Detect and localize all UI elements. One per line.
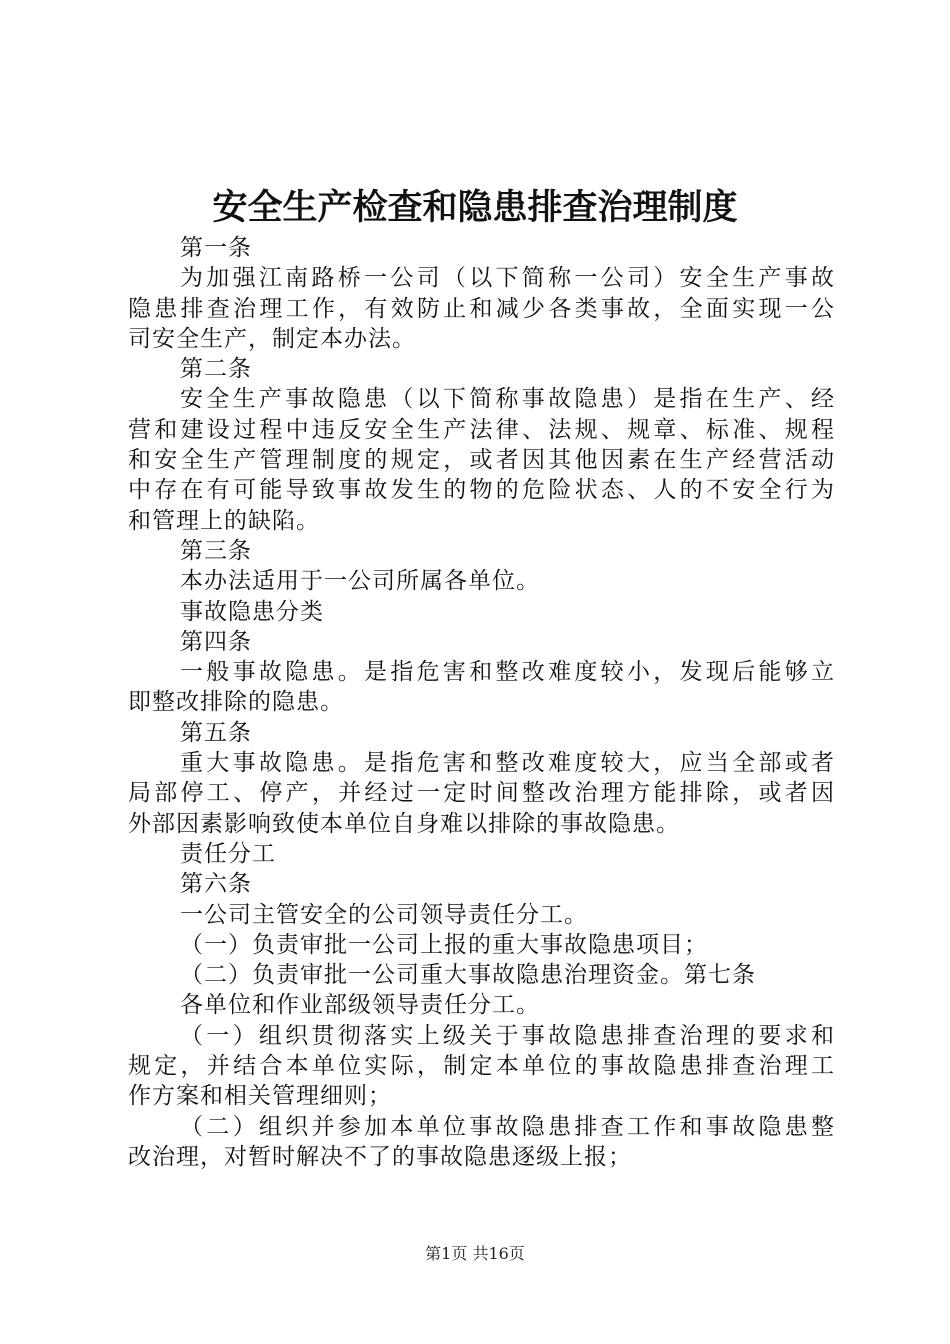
text-line: （二）组织并参加本单位事故隐患排查工作和事故隐患整 <box>180 1113 834 1140</box>
document-body <box>128 233 834 1172</box>
text-line: 第六条 <box>180 871 252 898</box>
text-line: 事故隐患分类 <box>180 598 324 625</box>
text-line: （一）组织贯彻落实上级关于事故隐患排查治理的要求和 <box>180 1022 834 1049</box>
text-line: 隐患排查治理工作，有效防止和减少各类事故，全面实现一公 <box>128 295 834 322</box>
text-line: 第二条 <box>180 356 252 383</box>
text-line: 第三条 <box>180 537 252 564</box>
text-line: 作方案和相关管理细则； <box>128 1083 392 1110</box>
text-line: 营和建设过程中违反安全生产法律、法规、规章、标准、规程 <box>128 416 834 443</box>
text-line: 一般事故隐患。是指危害和整改难度较小，发现后能够立 <box>180 659 834 686</box>
text-line: 为加强江南路桥一公司（以下简称一公司）安全生产事故 <box>180 265 834 292</box>
text-line: 局部停工、停产，并经过一定时间整改治理方能排除，或者因 <box>128 780 834 807</box>
text-line: 即整改排除的隐患。 <box>128 689 344 716</box>
document-title: 安全生产检查和隐患排查治理制度 <box>212 188 738 228</box>
text-line: 责任分工 <box>180 840 276 867</box>
text-line: （一）负责审批一公司上报的重大事故隐患项目； <box>180 931 708 958</box>
text-line: 和管理上的缺陷。 <box>128 507 320 534</box>
text-line: 本办法适用于一公司所属各单位。 <box>180 568 540 595</box>
text-line: 一公司主管安全的公司领导责任分工。 <box>180 901 588 928</box>
page-footer: 第1页 共16页 <box>425 1244 525 1263</box>
text-line: 第五条 <box>180 719 252 746</box>
text-line: 中存在有可能导致事故发生的物的危险状态、人的不安全行为 <box>128 477 834 504</box>
text-line: 外部因素影响致使本单位自身难以排除的事故隐患。 <box>128 810 680 837</box>
text-line: 第一条 <box>180 235 252 261</box>
text-line: 改治理，对暂时解决不了的事故隐患逐级上报； <box>128 1143 632 1170</box>
text-line: 和安全生产管理制度的规定，或者因其他因素在生产经营活动 <box>128 447 834 474</box>
text-line: 司安全生产，制定本办法。 <box>128 325 416 352</box>
text-line: （二）负责审批一公司重大事故隐患治理资金。第七条 <box>180 962 756 989</box>
text-line: 第四条 <box>180 628 252 655</box>
text-line: 各单位和作业部级领导责任分工。 <box>180 992 540 1019</box>
text-line: 重大事故隐患。是指危害和整改难度较大，应当全部或者 <box>180 750 834 777</box>
text-line: 安全生产事故隐患（以下简称事故隐患）是指在生产、经 <box>180 386 834 413</box>
text-line: 规定，并结合本单位实际，制定本单位的事故隐患排查治理工 <box>128 1053 834 1080</box>
